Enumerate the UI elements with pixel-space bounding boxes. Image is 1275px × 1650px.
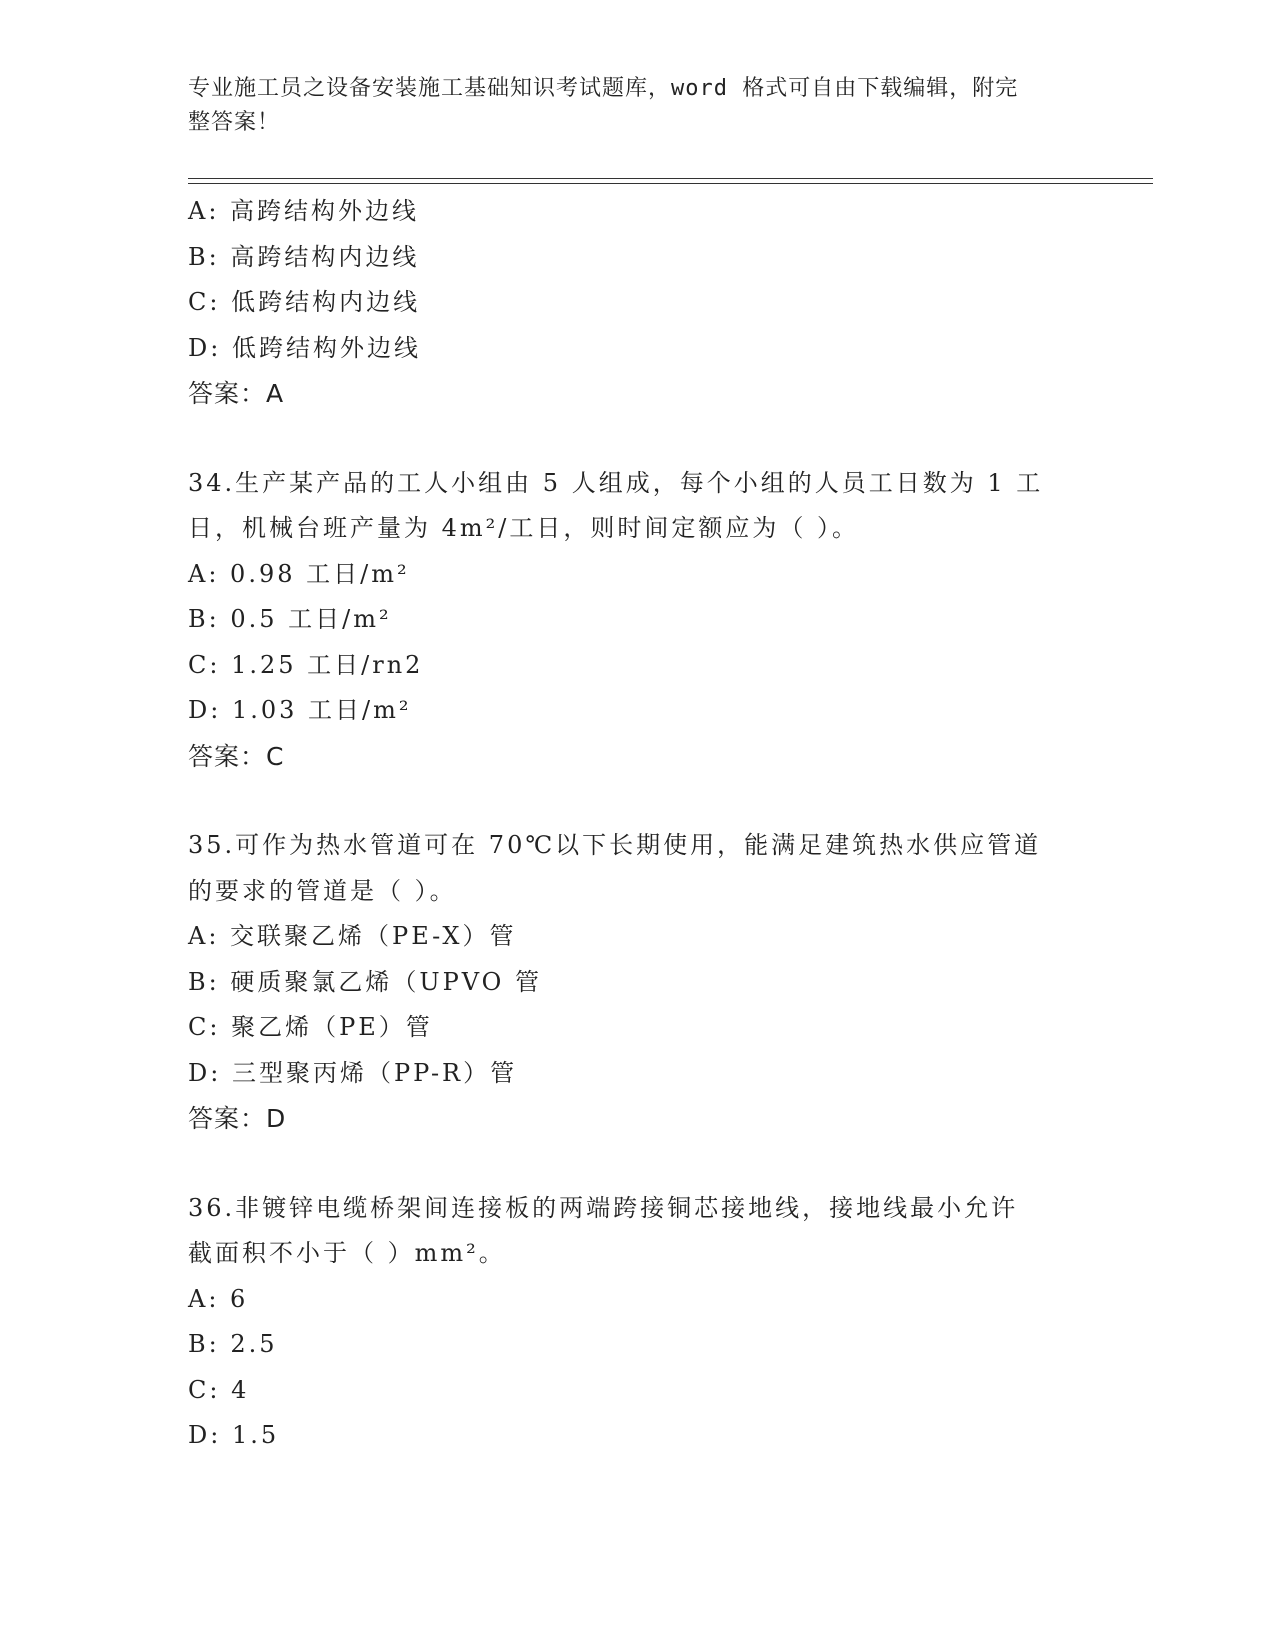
question-33 xyxy=(188,189,1088,417)
option-a: A: 6 xyxy=(188,1284,249,1313)
question-34 xyxy=(188,461,1088,780)
option-c: C: 4 xyxy=(188,1375,250,1404)
question-list xyxy=(188,189,1088,1459)
question-stem-line-1: 34.生产某产品的工人小组由 5 人组成，每个小组的人员工日数为 1 工 xyxy=(188,468,1044,497)
question-stem-line-1: 35.可作为热水管道可在 70℃以下长期使用，能满足建筑热水供应管道 xyxy=(188,831,1042,859)
answer-label: 答案：D xyxy=(188,1104,287,1133)
option-a: A: 高跨结构外边线 xyxy=(188,197,420,225)
question-stem-line-2: 的要求的管道是（ ）。 xyxy=(188,876,457,905)
option-b: B: 0.5 工日/m² xyxy=(188,605,392,633)
document-header xyxy=(188,72,1088,140)
option-c: C: 聚乙烯（PE）管 xyxy=(188,1013,433,1041)
option-a: A: 0.98 工日/m² xyxy=(188,559,410,588)
answer-label: 答案：A xyxy=(188,379,285,408)
option-c: C: 低跨结构内边线 xyxy=(188,288,421,316)
question-35 xyxy=(188,823,1088,1142)
question-stem-line-1: 36.非镀锌电缆桥架间连接板的两端跨接铜芯接地线，接地线最小允许 xyxy=(188,1193,1019,1222)
option-d: D: 低跨结构外边线 xyxy=(188,333,421,362)
option-d: D: 三型聚丙烯（PP-R）管 xyxy=(188,1058,518,1087)
question-stem-line-2: 日，机械台班产量为 4m²/工日，则时间定额应为（ ）。 xyxy=(188,514,859,542)
option-c: C: 1.25 工日/rn2 xyxy=(188,650,424,679)
option-a: A: 交联聚乙烯（PE-X）管 xyxy=(188,922,517,950)
option-b: B: 硬质聚氯乙烯（UPVO 管 xyxy=(188,967,542,996)
option-d: D: 1.03 工日/m² xyxy=(188,696,412,724)
option-b: B: 2.5 xyxy=(188,1330,278,1358)
header-rule-bottom xyxy=(188,183,1153,184)
option-b: B: 高跨结构内边线 xyxy=(188,242,420,271)
question-stem-line-2: 截面积不小于（ ）mm²。 xyxy=(188,1239,506,1267)
question-36 xyxy=(188,1186,1088,1459)
answer-label: 答案：C xyxy=(188,741,285,771)
header-line-1: 专业施工员之设备安装施工基础知识考试题库，word 格式可自由下载编辑，附完 xyxy=(188,76,1019,101)
option-d: D: 1.5 xyxy=(188,1421,280,1449)
header-rule-top xyxy=(188,178,1153,179)
header-line-2: 整答案！ xyxy=(188,110,281,135)
